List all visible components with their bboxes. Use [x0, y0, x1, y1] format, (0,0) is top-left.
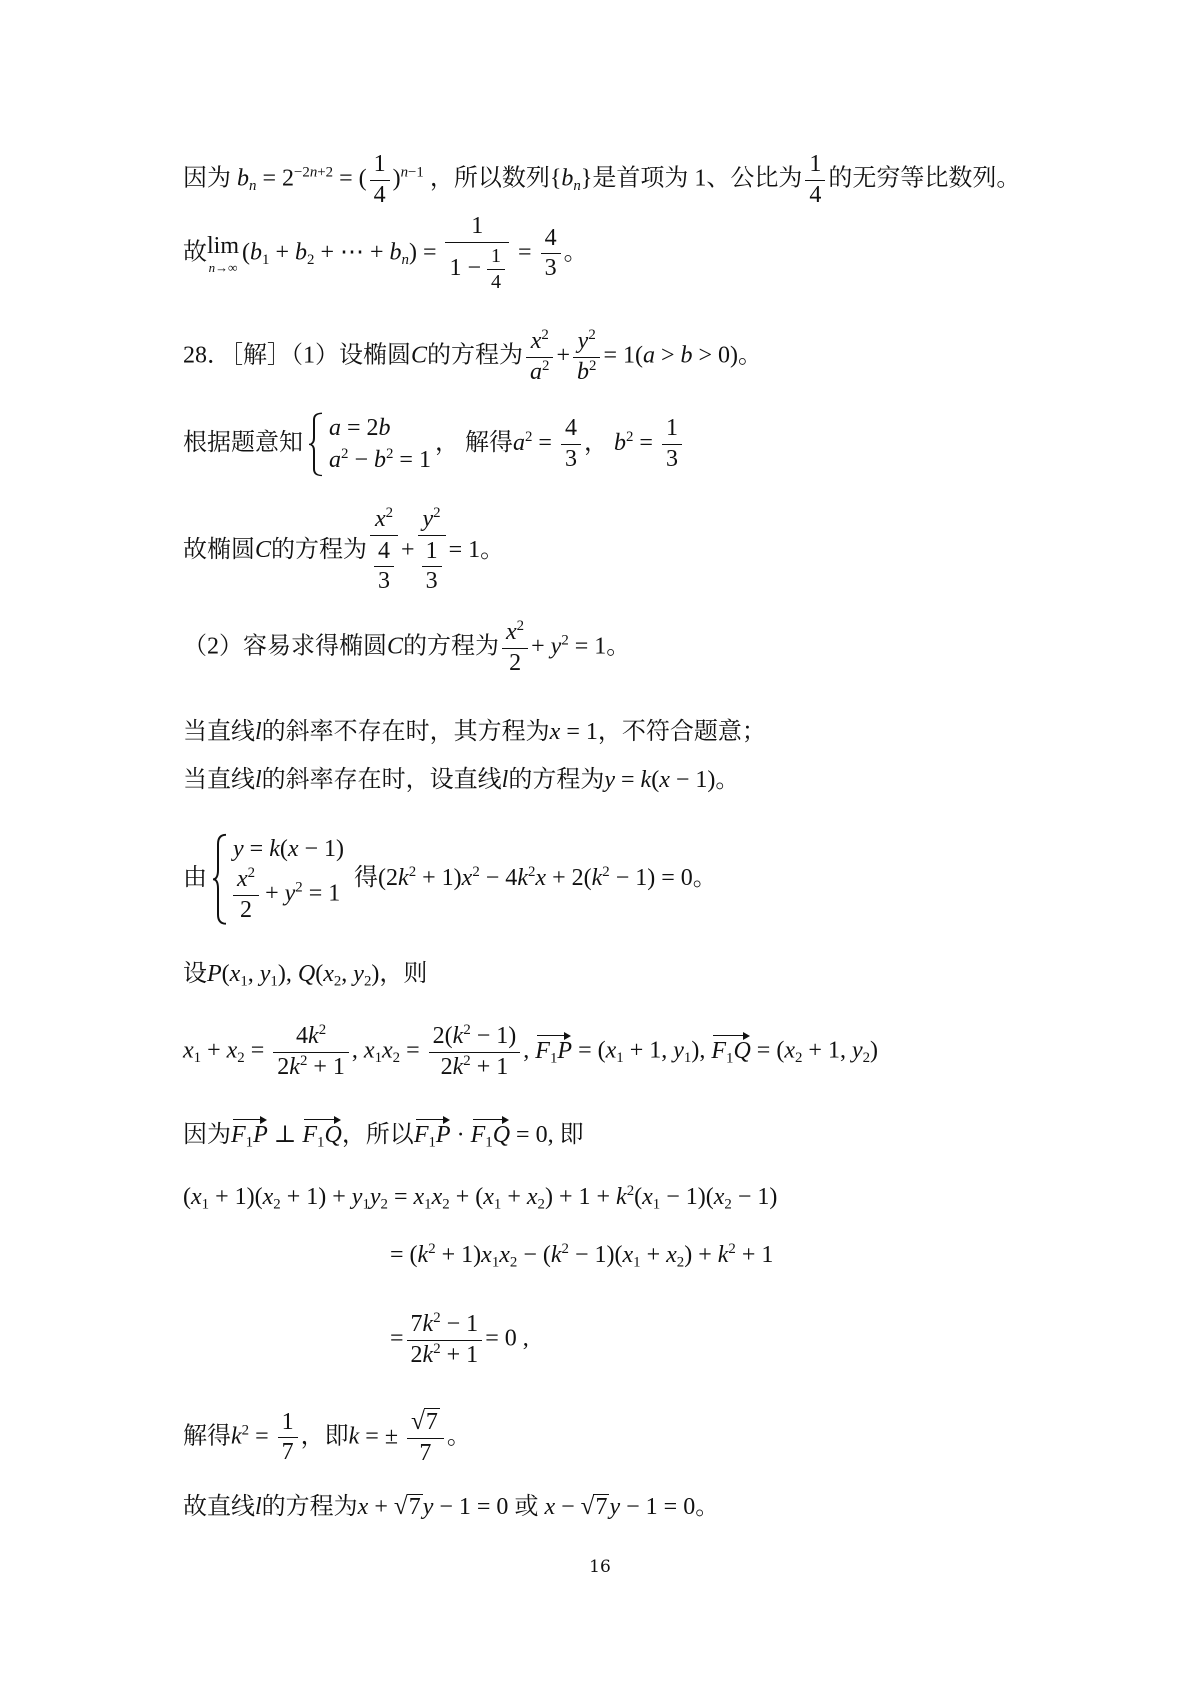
fraction: $\frac{√7}{7}$: [407, 1407, 444, 1469]
line-substitution: 由 y = k(x − 1) $\frac{x^2}{2}$ + $y^2 = 1$ 得$(2k^2 + 1)x^2 - 4k^2x + 2(k^2 - 1) = 0$。: [183, 833, 717, 926]
line-problem-28-part1: 28．［解］（1）设椭圆C的方程为 $\frac{x^2}{a^2}$ + $\frac{y^2}{b^2}$ = 1(a > b > 0)。: [183, 327, 762, 387]
line-vieta: $x_1 + x_2$ = $\frac{4k^2}{2k^2 + 1}$ , $x_1x_2$ = $\frac{2(k^2 - 1)}{2k^2 + 1}$ , $F_1P = (x_1 + 1$, $y_1$), $F_1Q = (x_2 + 1$, $y_2$): [183, 1022, 878, 1082]
vector-F1Q: $F_1Q$: [302, 1117, 341, 1147]
fraction: $\frac{y^2}{\frac{1}{3}}$: [418, 505, 446, 598]
fraction: 1 1 − $\frac{1}{4}$: [445, 212, 509, 296]
left-brace-icon: [211, 833, 229, 926]
line-geometric-series: 因为 $b_n = 2^{-2n+2}$ = ( $\frac{1}{4}$ )$^{n-1}$ ，所以数列$\{b_n\}$是首项为 1、公比为 $\frac{1}{4}$ 的无穷等比数列。: [183, 150, 1020, 210]
fraction: $\frac{7k^2 - 1}{2k^2 + 1}$: [407, 1310, 483, 1370]
fraction: $\frac{2(k^2 - 1)}{2k^2 + 1}$: [429, 1022, 521, 1082]
vector-F1Q: $F_1Q$: [711, 1033, 750, 1063]
line-solve-k: 解得$k^2$ = $\frac{1}{7}$ ，即k = ± $\frac{√7}{7}$ 。: [183, 1407, 471, 1469]
fraction: $\frac{4}{3}$: [541, 224, 561, 284]
fraction: $\frac{x^2}{2}$: [502, 618, 528, 678]
line-part2-ellipse: （2）容易求得椭圆C的方程为 $\frac{x^2}{2}$ + $y^2 = 1$。: [183, 618, 630, 678]
line-ellipse-result: 故椭圆C的方程为 $\frac{x^2}{\frac{4}{3}}$ + $\frac{y^2}{\frac{1}{3}}$ = 1。: [183, 505, 504, 598]
fraction: $\frac{y^2}{b^2}$: [573, 327, 600, 387]
fraction: $\frac{1}{3}$: [662, 414, 682, 474]
limit-operator: lim n→∞: [207, 232, 240, 275]
line-dot-product-expand: $(x_1 + 1)(x_2 + 1) + y_1y_2 = x_1x_2 + (x_1 + x_2) + 1 + k^2(x_1 - 1)(x_2 - 1)$: [183, 1183, 778, 1213]
left-brace-icon: [307, 412, 325, 477]
line-slope-undefined: 当直线l的斜率不存在时，其方程为x = 1，不符合题意；: [183, 719, 766, 745]
fraction: $\frac{x^2}{a^2}$: [526, 327, 553, 387]
fraction: $\frac{1}{4}$: [805, 150, 825, 210]
vector-F1P: $F_1P$: [535, 1033, 572, 1063]
fraction: $\frac{4k^2}{2k^2 + 1}$: [273, 1022, 349, 1082]
line-perpendicular: 因为$F_1P$ ⊥ $F_1Q$，所以$F_1P \cdot F_1Q = 0$, 即: [183, 1117, 584, 1147]
line-dot-product-result: = $\frac{7k^2 - 1}{2k^2 + 1}$ = 0 ,: [390, 1310, 529, 1370]
equation-system: y = k(x − 1) $\frac{x^2}{2}$ + $y^2 = 1$: [211, 833, 344, 926]
fraction: $\frac{4}{3}$: [561, 414, 581, 474]
page-number: 16: [589, 1557, 611, 1577]
line-set-points: 设$P(x_1$, $y_1$), $Q(x_2$, $y_2$)，则: [183, 961, 428, 990]
vector-F1P: $F_1P$: [231, 1117, 268, 1147]
vector-F1P: $F_1P$: [414, 1117, 451, 1147]
vector-F1Q: $F_1Q$: [471, 1117, 510, 1147]
fraction: $\frac{1}{7}$: [278, 1408, 298, 1468]
fraction: $\frac{1}{4}$: [370, 150, 390, 210]
line-slope-exists: 当直线l的斜率存在时，设直线l的方程为y = k(x − 1)。: [183, 767, 740, 793]
equation-system: a = 2b $a^2 - b^2 = 1$: [307, 412, 431, 477]
line-system-solution: 根据题意知 a = 2b $a^2 - b^2 = 1$ ， 解得$a^2$ = $\frac{4}{3}$ ， $b^2$ = $\frac{1}{3}$: [183, 412, 685, 477]
line-dot-product-simplify: = $(k^2 + 1)x_1x_2 - (k^2 - 1)(x_1 + x_2) + k^2 + 1$: [390, 1241, 774, 1271]
fraction: $\frac{x^2}{\frac{4}{3}}$: [370, 505, 398, 598]
line-limit-result: 故lim n→∞ ($b_1 + b_2$ + ⋯ + $b_n$) = 1 1 − $\frac{1}{4}$ = $\frac{4}{3}$ 。: [183, 212, 588, 296]
line-final-answer: 故直线l的方程为x + √7y − 1 = 0 或 x − √7y − 1 = 0。: [183, 1493, 720, 1520]
